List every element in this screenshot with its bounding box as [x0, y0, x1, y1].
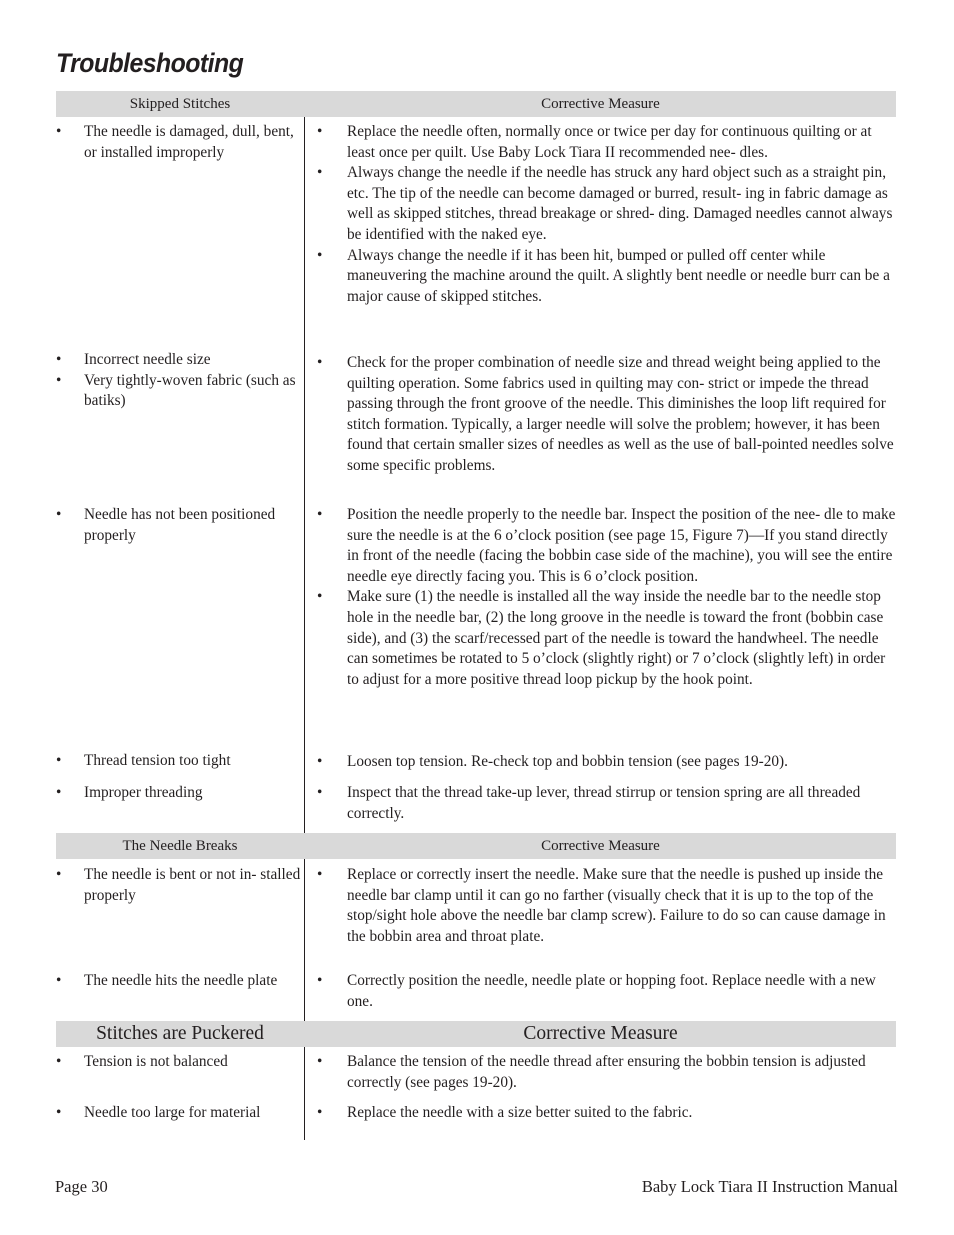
cause-item: • The needle is bent or not in- stalled properly — [84, 865, 306, 906]
cause-item: • The needle is damaged, dull, bent, or installed improperly — [84, 122, 306, 163]
header-measure: Corrective Measure — [541, 96, 660, 112]
measure-list — [347, 505, 899, 690]
measure-item: • Make sure (1) the needle is installed all the way inside the needle bar to the needle stop hole in the needle bar, (2) the long groove in the needle is toward the front (bobbin case side), and (3) the scarf/recessed part of the needle is toward the handwheel. The needle can sometimes be rotated to 5 o’clock (slightly right) or 7 o’clock (slightly left) in order to adjust for a more positive thread loop pickup by the hook point. — [347, 587, 899, 690]
header-cause: Skipped Stitches — [129, 96, 231, 112]
cause-list — [84, 505, 306, 546]
page-number: Page 30 — [55, 1177, 108, 1196]
measure-item: • Always change the needle if it has been hit, bumped or pulled off center while maneuvering the machine around the quilt. A slightly bent needle or needle burr can be a major cause of skipped stitches. — [347, 246, 899, 308]
cause-list — [84, 783, 306, 804]
manual-title: Baby Lock Tiara II Instruction Manual — [641, 1177, 898, 1196]
measure-list — [347, 783, 899, 824]
section-header-skipped-stitches — [56, 91, 896, 117]
header-cause: The Needle Breaks — [122, 838, 238, 854]
measure-item: • Check for the proper combination of needle size and thread weight being applied to the quilting operation. Some fabrics used in quilting may con- strict or impede the thread passing through the front groove of the needle. This diminishes the loop lift required for stitch formation. Typically, a larger needle will solve the problem; however, it has been found that certain smaller sizes of needles as well as the use of ball-pointed needles solve some specific problems. — [347, 353, 899, 477]
measure-item: • Balance the tension of the needle thread after ensuring the bobbin tension is adjusted correctly (see pages 19-20). — [347, 1052, 899, 1093]
cause-item: • The needle hits the needle plate — [84, 971, 306, 992]
cause-list — [84, 350, 306, 412]
cause-item: • Thread tension too tight — [84, 751, 306, 772]
measure-item: • Replace or correctly insert the needle. Make sure that the needle is pushed up inside the needle bar clamp until it can go no farther (visually check that it is up to the top of the stop/sight hole above the needle bar clamp screw). Failure to do so can cause damage in the bobbin area and throat plate. — [347, 865, 899, 947]
section-header-needle-breaks — [56, 833, 896, 859]
section-header-stitches-puckered — [56, 1021, 896, 1047]
measure-item: • Always change the needle if the needle has struck any hard object such as a straight pin, etc. The tip of the needle can become damaged or burred, result- ing in fabric damage as well as skipped stitches, thread breakage or shred- ding. Damaged needles cannot always be identified with the naked eye. — [347, 163, 899, 245]
cause-item: • Needle too large for material — [84, 1103, 306, 1124]
header-cause: Stitches are Puckered — [96, 1023, 264, 1044]
cause-list — [84, 1052, 306, 1073]
measure-list — [347, 752, 899, 773]
cause-item: • Tension is not balanced — [84, 1052, 306, 1073]
cause-item: • Needle has not been positioned properly — [84, 505, 306, 546]
cause-item: • Improper threading — [84, 783, 306, 804]
measure-list — [347, 1103, 899, 1124]
cause-list — [84, 865, 306, 906]
measure-list — [347, 122, 899, 307]
measure-item: • Replace the needle often, normally once or twice per day for continuous quilting or at least once per quilt. Use Baby Lock Tiara II recommended nee- dles. — [347, 122, 899, 163]
cause-list — [84, 971, 306, 992]
measure-item: • Loosen top tension. Re-check top and bobbin tension (see pages 19-20). — [347, 752, 899, 773]
header-measure: Corrective Measure — [541, 838, 660, 854]
measure-list — [347, 353, 899, 477]
page-title: Troubleshooting — [56, 48, 244, 78]
measure-list — [347, 1052, 899, 1093]
measure-item: • Correctly position the needle, needle plate or hopping foot. Replace needle with a new one. — [347, 971, 899, 1012]
cause-list — [84, 122, 306, 163]
cause-list — [84, 1103, 306, 1124]
measure-item: • Replace the needle with a size better suited to the fabric. — [347, 1103, 899, 1124]
header-measure: Corrective Measure — [523, 1023, 678, 1044]
measure-item: • Position the needle properly to the needle bar. Inspect the position of the nee- dle to make sure the needle is at the 6 o’clock position (see page 15, Figure 7)—If you stand directly in front of the needle (facing the bobbin case side of the machine), you will see the entire needle eye directly facing you. This is 6 o’clock position. — [347, 505, 899, 587]
cause-item: • Very tightly-woven fabric (such as batiks) — [84, 371, 306, 412]
measure-list — [347, 971, 899, 1012]
cause-item: • Incorrect needle size — [84, 350, 306, 371]
measure-item: • Inspect that the thread take-up lever, thread stirrup or tension spring are all threaded correctly. — [347, 783, 899, 824]
measure-list — [347, 865, 899, 947]
cause-list — [84, 751, 306, 772]
